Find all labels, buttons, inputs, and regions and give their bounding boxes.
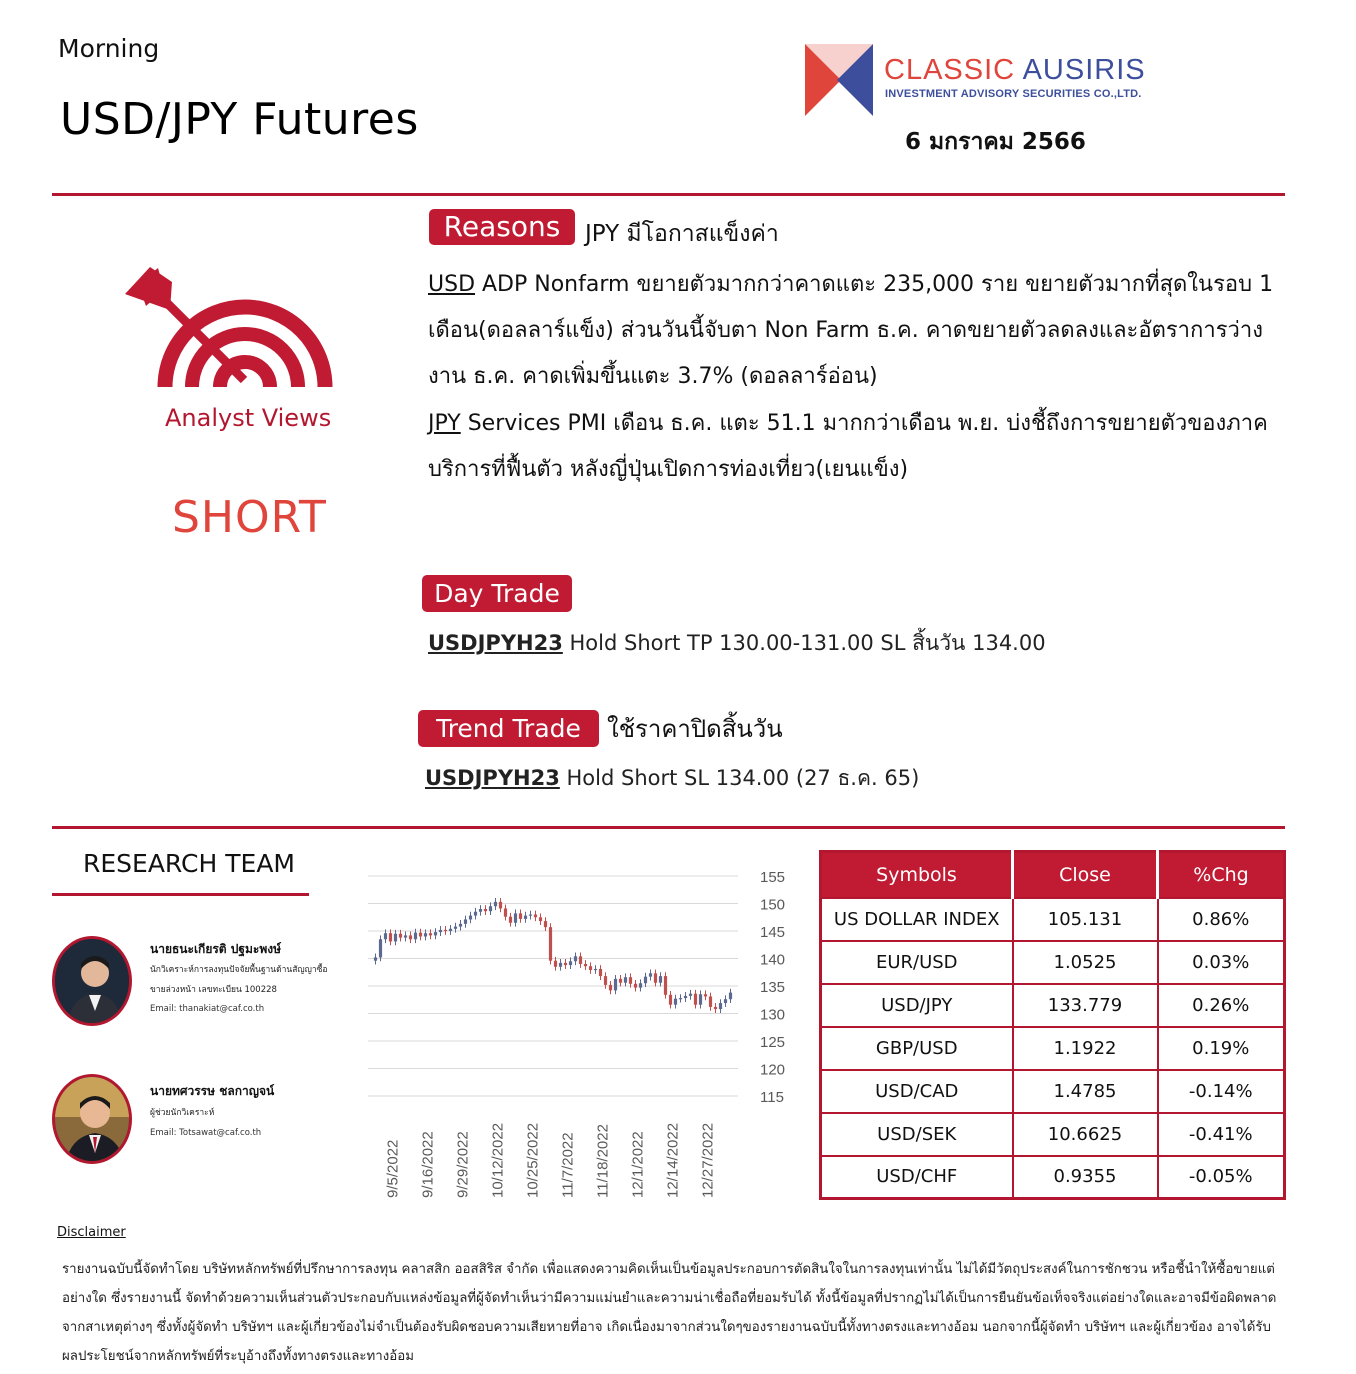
candle-body [719,1003,722,1009]
close-cell: 0.9355 [1013,1156,1158,1199]
trend-trade-symbol: USDJPYH23 [425,766,560,790]
candle-body [599,969,602,976]
candle-body [569,961,572,965]
candle-body [609,985,612,991]
candle-body [389,933,392,941]
company-logo-icon [805,44,873,116]
close-cell: 133.779 [1013,984,1158,1027]
x-tick-label: 10/25/2022 [524,1122,542,1198]
change-cell: 0.26% [1158,984,1285,1027]
usdjpy-candlestick-chart [340,860,800,1205]
candle-body [449,929,452,931]
change-cell: 0.19% [1158,1027,1285,1070]
candle-body [664,976,667,995]
x-tick-label: 12/27/2022 [699,1122,717,1198]
candle-body [409,935,412,939]
candle-body [514,913,517,922]
candle-body [419,933,422,937]
candle-body [509,917,512,923]
session-label: Morning [58,34,160,63]
symbol-cell: USD/SEK [821,1113,1013,1156]
person-photo-icon [55,1077,132,1164]
x-tick-label: 9/16/2022 [419,1131,437,1198]
member-email: Email: Totsawat@caf.co.th [150,1128,262,1138]
symbol-cell: US DOLLAR INDEX [821,898,1013,941]
symbol-cell: GBP/USD [821,1027,1013,1070]
candle-body [639,983,642,987]
candle-body [474,912,477,916]
x-tick-label: 12/14/2022 [664,1122,682,1198]
candle-body [434,932,437,935]
x-tick-label: 12/1/2022 [629,1131,647,1198]
person-photo-icon [55,939,132,1026]
member-name: นายทศวรรษ ชลกาญจน์ [150,1084,275,1098]
candle-body [729,993,732,1000]
trend-trade-line: USDJPYH23 Hold Short SL 134.00 (27 ธ.ค. 65) [425,766,920,790]
candle-body [519,913,522,919]
candle-body [479,909,482,912]
candle-body [439,930,442,932]
candle-body [669,995,672,1005]
candle-body [714,1007,717,1009]
candle-body [534,915,537,918]
report-date: 6 มกราคม 2566 [905,129,1086,155]
candle-body [619,979,622,983]
candle-body [404,935,407,937]
disclaimer-title: Disclaimer [57,1225,126,1240]
column-header-change: %Chg [1158,852,1285,898]
x-tick-label: 11/18/2022 [594,1124,612,1198]
y-tick-label: 150 [760,896,786,914]
x-tick-label: 11/7/2022 [559,1132,577,1198]
change-cell: 0.03% [1158,941,1285,984]
candle-body [654,973,657,982]
candle-body [414,933,417,940]
candle-body [564,963,567,965]
page-title: USD/JPY Futures [60,94,419,145]
table-header-row [821,852,1285,898]
y-tick-label: 125 [760,1034,786,1051]
candle-body [614,979,617,991]
research-team-title: RESEARCH TEAM [83,849,295,878]
candle-body [529,915,532,916]
candle-body [684,996,687,998]
member-email: Email: thanakiat@caf.co.th [150,1004,265,1014]
candle-body [524,916,527,919]
y-tick-label: 120 [760,1061,786,1079]
x-tick-label: 9/29/2022 [454,1131,472,1198]
y-tick-label: 135 [760,979,786,996]
candle-body [489,906,492,911]
change-cell: -0.14% [1158,1070,1285,1113]
usd-label: USD [428,272,476,297]
symbol-cell: EUR/USD [821,941,1013,984]
candle-body [679,998,682,999]
table-row [821,941,1285,984]
candle-body [704,994,707,996]
close-cell: 105.131 [1013,898,1158,941]
y-tick-label: 145 [760,924,786,941]
usd-reason: USD ADP Nonfarm ขยายตัวมากกว่าคาดแตะ 235,000 ราย ขยายตัวมากที่สุดในรอบ 1 เดือน(ดอลลาร์แข็ง) ส่วนวันนี้จับตา Non Farm ธ.ค. คาดขยายตัวลดลงและอัตราการว่างงาน ธ.ค. คาดเพิ่มขึ้นแตะ 3.7% (ดอลลาร์อ่อน) [428,272,1274,389]
header-divider [52,193,1285,196]
table-row [821,1027,1285,1070]
member-registration: ขายล่วงหน้า เลขทะเบียน 100228 [150,985,277,995]
symbol-cell: USD/CAD [821,1070,1013,1113]
candle-body [604,976,607,985]
stance-label: SHORT [172,492,327,543]
disclaimer-text: รายงานฉบับนี้จัดทำโดย บริษัทหลักทรัพย์ที่ปรึกษาการลงทุน คลาสสิก ออสสิริส จำกัด เพื่อแสดงความคิดเห็นเป็นข้อมูลประกอบการตัดสินใจในการลงทุนเท่านั้น ไม่ได้มีวัตถุประสงค์ในการชักชวน หรือชี้นำให้ซื้อขายแต่อย่างใด ซึ่งรายงานนี้ จัดทำด้วยความเห็นส่วนตัวประกอบกับแหล่งข้อมูลที่ผู้จัดทำเห็นว่ามีความแม่นยำและความน่าเชื่อถือที่ยอมรับได้ ทั้งนี้ข้อมูลที่ปรากฏไม่ได้เป็นการยืนยันข้อเท็จจริงแต่อย่างใดและอาจมีข้อผิดพลาดจากสาเหตุต่างๆ ซึ่งทั้งผู้จัดทำ บริษัทฯ และผู้เกี่ยวข้องไม่จำเป็นต้องรับผิดชอบความเสียหายที่อาจ เกิดเนื่องมาจากส่วนใดๆของรายงานฉบับนี้ทั้งทางตรงและทางอ้อม นอกจากนี้ผู้จัดทำ บริษัทฯ และผู้เกี่ยวข้อง อาจได้รับผลประโยชน์จากหลักทรัพย์ที่ระบุอ้างถึงทั้งทางตรงและทางอ้อม [62,1262,1277,1364]
change-cell: -0.41% [1158,1113,1285,1156]
table-row [821,898,1285,941]
avatar [52,1074,132,1164]
change-cell: -0.05% [1158,1156,1285,1199]
candle-body [709,996,712,1006]
jpy-reason: JPY Services PMI เดือน ธ.ค. แตะ 51.1 มากกว่าเดือน พ.ย. บ่งชี้ถึงการขยายตัวของภาคบริการที่ฟื้นตัว หลังญี่ปุ่นเปิดการท่องเที่ยว(เยนแข็ง) [428,411,1268,482]
research-team-underline [52,893,309,896]
market-table [819,850,1286,1200]
candle-body [454,927,457,929]
x-tick-label: 9/5/2022 [384,1139,402,1198]
day-trade-tag: Day Trade [422,575,572,612]
close-cell: 1.0525 [1013,941,1158,984]
y-tick-label: 115 [760,1089,784,1106]
symbol-cell: USD/CHF [821,1156,1013,1199]
candle-body [559,963,562,967]
candle-body [659,976,662,983]
close-cell: 1.4785 [1013,1070,1158,1113]
candle-body [484,909,487,911]
trend-trade-headline: ใช้ราคาปิดสิ้นวัน [607,715,783,743]
table-row [821,1113,1285,1156]
candle-body [459,924,462,927]
candle-body [694,994,697,1005]
candle-body [649,973,652,976]
column-header-close: Close [1013,852,1158,898]
symbol-cell: USD/JPY [821,984,1013,1027]
day-trade-line: USDJPYH23 Hold Short TP 130.00-131.00 SL สิ้นวัน 134.00 [428,631,1046,655]
candle-body [444,930,447,931]
candle-body [399,934,402,938]
member-role: ผู้ช่วยนักวิเคราะห์ [150,1108,215,1118]
section-divider [52,826,1285,829]
reasons-headline: JPY มีโอกาสแข็งค่า [585,221,779,247]
candle-body [379,939,382,957]
candle-body [584,964,587,966]
y-tick-label: 130 [760,1006,786,1024]
candle-body [539,917,542,921]
day-trade-symbol: USDJPYH23 [428,631,563,655]
trend-trade-tag: Trend Trade [418,710,599,747]
table-row [821,984,1285,1027]
candle-body [634,984,637,988]
close-cell: 10.6625 [1013,1113,1158,1156]
candle-body [464,919,467,923]
analyst-views-label: Analyst Views [165,404,332,432]
reasons-tag: Reasons [429,209,575,245]
table-row [821,1070,1285,1113]
candle-body [689,994,692,996]
close-cell: 1.1922 [1013,1027,1158,1070]
candle-body [589,966,592,970]
candle-body [429,933,432,935]
candle-body [624,977,627,983]
jpy-label: JPY [428,411,461,436]
candle-body [394,934,397,942]
candle-body [494,902,497,906]
candle-body [499,902,502,909]
candle-body [594,969,597,970]
candle-body [424,933,427,936]
candle-body [374,957,377,960]
target-arrow-icon [120,262,340,410]
candle-body [384,933,387,939]
candle-body [644,977,647,984]
member-name: นายธนะเกียรติ ปฐมะพงษ์ [150,942,282,956]
candle-body [554,961,557,967]
candle-body [574,956,577,961]
company-subtitle: INVESTMENT ADVISORY SECURITIES CO.,LTD. [885,88,1142,100]
avatar [52,936,132,1026]
member-role: นักวิเคราะห์การลงทุนปัจจัยพื้นฐานด้านสัญญาซื้อ [150,965,328,975]
candle-body [579,956,582,964]
candle-body [544,921,547,927]
candle-body [504,908,507,916]
change-cell: 0.86% [1158,898,1285,941]
candle-body [674,999,677,1005]
candle-body [699,994,702,1004]
candle-body [549,927,552,961]
candle-body [469,916,472,920]
candle-body [629,977,632,984]
column-header-symbols: Symbols [821,852,1013,898]
y-tick-label: 140 [760,951,786,969]
y-tick-label: 155 [760,869,786,886]
table-row [821,1156,1285,1199]
x-tick-label: 10/12/2022 [489,1122,507,1198]
company-name: CLASSIC AUSIRIS [884,54,1146,86]
candle-body [724,999,727,1003]
